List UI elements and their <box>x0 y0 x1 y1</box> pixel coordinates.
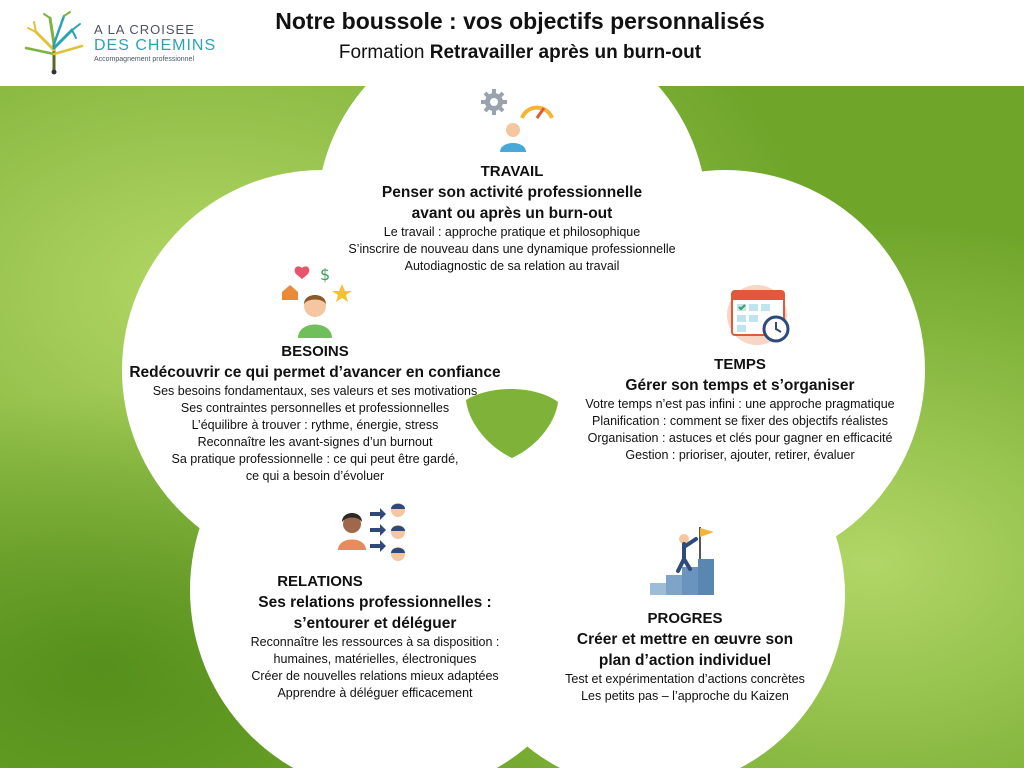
besoins-line: L’équilibre à trouver : rythme, énergie, stress <box>191 418 439 432</box>
besoins-line: Ses besoins fondamentaux, ses valeurs et ses motivations <box>152 384 478 398</box>
section-besoins <box>100 343 530 485</box>
progres-line: Les petits pas – l’approche du Kaizen <box>581 689 789 703</box>
relations-line: humaines, matérielles, électroniques <box>273 652 477 666</box>
section-travail <box>262 163 762 275</box>
temps-line: Gestion : prioriser, ajouter, retirer, évaluer <box>625 448 855 462</box>
besoins-line: Reconnaître les avant-signes d’un burnout <box>197 435 433 449</box>
steps-flag-icon <box>648 525 718 602</box>
gear-gauge-person-icon <box>478 88 558 157</box>
temps-line: Votre temps n’est pas infini : une approche pragmatique <box>585 397 895 411</box>
temps-line: Planification : comment se fixer des objectifs réalistes <box>592 414 888 428</box>
besoins-line: Sa pratique professionnelle : ce qui peut être gardé, <box>171 452 459 466</box>
progres-headline-2: plan d’action individuel <box>598 652 772 669</box>
logo-text-line1: A LA CROISEE <box>94 22 195 37</box>
besoins-line: Ses contraintes personnelles et professionnelles <box>180 401 450 415</box>
temps-category: TEMPS <box>714 356 766 373</box>
progres-line: Test et expérimentation d’actions concrètes <box>565 672 805 686</box>
travail-headline-1: Penser son activité professionnelle <box>381 184 643 201</box>
section-temps <box>560 356 920 464</box>
calendar-clock-icon <box>724 285 794 352</box>
logo-text-line2: DES CHEMINS <box>94 37 217 54</box>
section-relations <box>195 573 555 702</box>
section-progres <box>535 610 835 705</box>
progres-headline-1: Créer et mettre en œuvre son <box>576 631 794 648</box>
besoins-category: BESOINS <box>281 343 349 360</box>
travail-line: Le travail : approche pratique et philosophique <box>383 225 641 239</box>
besoins-line: ce qui a besoin d’évoluer <box>245 469 385 483</box>
delegation-people-icon <box>336 500 412 571</box>
svg-text:$: $ <box>320 265 331 284</box>
relations-headline-1: Ses relations professionnelles : <box>258 594 492 611</box>
relations-headline-2: s’entourer et déléguer <box>293 615 457 632</box>
person-needs-icon <box>278 262 354 343</box>
tree-logo-icon <box>20 10 90 76</box>
progres-category: PROGRES <box>647 610 723 627</box>
page-subtitle <box>150 42 890 64</box>
subtitle-prefix: Formation <box>338 42 430 63</box>
header <box>0 0 1024 86</box>
page-title: Notre boussole : vos objectifs personnalisés <box>275 8 765 34</box>
logo-text-line3: Accompagnement professionnel <box>94 56 195 63</box>
relations-line: Reconnaître les ressources à sa disposition : <box>250 635 500 649</box>
travail-category: TRAVAIL <box>480 163 544 180</box>
temps-line: Organisation : astuces et clés pour gagner en efficacité <box>587 431 893 445</box>
temps-headline-1: Gérer son temps et s’organiser <box>625 377 855 394</box>
relations-line: Apprendre à déléguer efficacement <box>277 686 473 700</box>
travail-line: S’inscrire de nouveau dans une dynamique professionnelle <box>348 242 676 256</box>
travail-line: Autodiagnostic de sa relation au travail <box>404 259 620 273</box>
besoins-headline-1: Redécouvrir ce qui permet d’avancer en confiance <box>129 364 501 381</box>
subtitle-bold: Retravailler après un burn-out <box>429 42 702 63</box>
relations-category: RELATIONS <box>277 573 363 590</box>
travail-headline-2: avant ou après un burn-out <box>411 205 613 222</box>
relations-line: Créer de nouvelles relations mieux adaptées <box>251 669 499 683</box>
